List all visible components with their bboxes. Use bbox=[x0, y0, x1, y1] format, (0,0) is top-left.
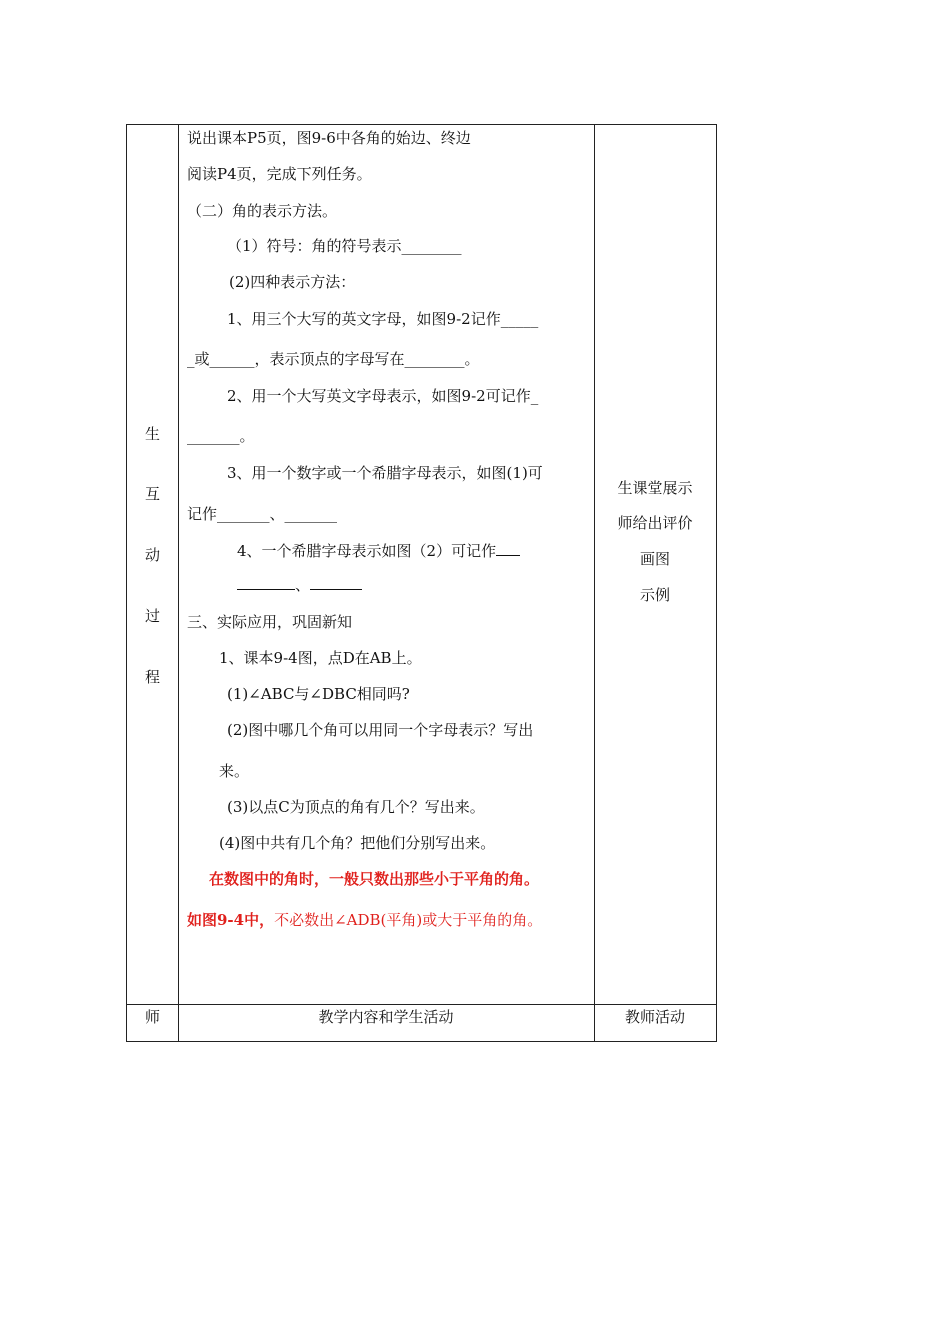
content-line: 1、用三个大写的英文字母，如图9-2记作_____ bbox=[227, 310, 539, 328]
teacher-note: 师给出评价 bbox=[617, 514, 693, 532]
content-line: 3、用一个数字或一个希腊字母表示，如图(1)可 bbox=[227, 464, 543, 482]
content-column bbox=[179, 125, 593, 1005]
footer-cell-activity-heading: 教师活动 bbox=[624, 1008, 685, 1026]
content-line: (2)四种表示方法： bbox=[229, 273, 356, 291]
blank-underline bbox=[237, 575, 295, 590]
teacher-note: 画图 bbox=[639, 550, 670, 568]
stage-char: 程 bbox=[144, 668, 160, 686]
content-line: （二）角的表示方法。 bbox=[187, 202, 338, 220]
content-line: 2、用一个大写英文字母表示，如图9-2可记作_ bbox=[227, 387, 539, 405]
content-line: (1)∠ABC与∠DBC相同吗? bbox=[227, 685, 410, 703]
content-line: (4)图中共有几个角？把他们分别写出来。 bbox=[219, 834, 496, 852]
content-line: 1、课本9-4图，点D在AB上。 bbox=[219, 649, 422, 667]
red-note-line: 在数图中的角时，一般只数出那些小于平角的角。 bbox=[209, 870, 540, 888]
teacher-note: 示例 bbox=[639, 586, 670, 604]
lesson-table bbox=[126, 124, 717, 1042]
blank-underline bbox=[496, 541, 520, 556]
content-line: （1）符号：角的符号表示________ bbox=[227, 237, 462, 255]
content-line: 记作_______、_______ bbox=[187, 505, 338, 523]
stage-char: 过 bbox=[144, 607, 160, 625]
teacher-note: 生课堂展示 bbox=[617, 479, 693, 497]
content-line: _______。 bbox=[187, 427, 255, 445]
teacher-activity-column bbox=[594, 125, 716, 1005]
stage-label-column bbox=[127, 125, 178, 1005]
red-note-text: 不必数出∠ADB(平角)或大于平角的角。 bbox=[274, 911, 543, 929]
content-line: 说出课本P5页，图9-6中各角的始边、终边 bbox=[187, 129, 471, 147]
stage-char: 互 bbox=[144, 485, 160, 503]
stage-char: 生 bbox=[144, 425, 160, 443]
stage-char: 动 bbox=[144, 546, 160, 564]
blank-underline bbox=[310, 575, 362, 590]
content-line: (2)图中哪几个角可以用同一个字母表示？写出 bbox=[227, 721, 534, 739]
content-line: 来。 bbox=[219, 762, 250, 780]
content-text: 4、一个希腊字母表示如图（2）可记作 bbox=[237, 542, 497, 560]
content-line: 阅读P4页，完成下列任务。 bbox=[187, 165, 372, 183]
red-note-bold: 如图9-4中， bbox=[187, 911, 275, 929]
content-line bbox=[237, 575, 362, 594]
footer-cell-teacher: 师 bbox=[144, 1008, 160, 1026]
red-note-line bbox=[187, 911, 542, 929]
content-line bbox=[237, 541, 520, 560]
content-line: 三、实际应用，巩固新知 bbox=[187, 613, 353, 631]
footer-cell-content-heading: 教学内容和学生活动 bbox=[318, 1008, 454, 1026]
content-line: _或______，表示顶点的字母写在________。 bbox=[187, 350, 480, 368]
content-text: 、 bbox=[295, 576, 311, 594]
content-line: (3)以点C为顶点的角有几个？写出来。 bbox=[227, 798, 485, 816]
